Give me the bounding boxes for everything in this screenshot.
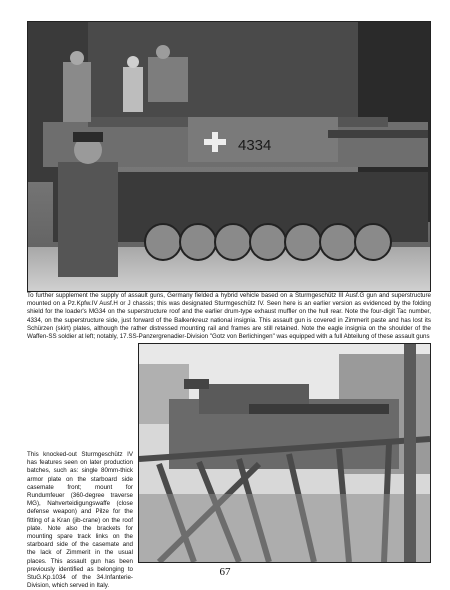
tac-number-marking: 4334 [238, 137, 272, 154]
caption-top: To further supplement the supply of assault guns, Germany fielded a hybrid vehicle based on a Sturmgeschütz III Ausf.G gun and superstructure mounted on a Pz.Kpfw.IV Ausf.H or J chassis; this was designated Sturmgeschütz IV. Seen here is an earlier version as evidenced by the folding shield for the loader's MG34 on the superstructure roof and the earlier drum-type exhaust muffler on the hull rear. Note the four-digit Tac number, 4334, on the superstructure side, just forward of the Balkenkreuz national insignia. This assault gun is covered in Zimmerit paste and has lost its Schürzen (skirt) plates, although the rather distressed mounting rail and frames are still retained. Note the eagle insignia on the shoulder of the Waffen-SS soldier at left; notably, 17.SS-Panzergrenadier-Division "Gotz von Berlichingen" was equipped with a full Abteilung of these assault guns [27, 292, 431, 341]
photo-bottom-image [139, 344, 430, 562]
photo-knocked-out-stug-iv [138, 343, 431, 563]
photo-top-image [28, 22, 430, 291]
page-number: 67 [219, 566, 231, 578]
caption-left: This knocked-out Sturmgeschütz IV has features seen on later production batches, such as: single 80mm-thick armor plate on the starboard side casemate front; mount for Rundumfeuer (360-degree traverse MG), Nahverteidigungswaffe (close defense weapon) and Pilze for the fitting of a Kran (jib-crane) on the roof plate. Note also the brackets for mounting spare track links on the starboard side of the casemate and the lack of Zimmerit in the usual places. This assault gun has been previously identified as belonging to StuG.Kp.1034 of the 34.Infanterie-Division, which served in Italy. [27, 451, 133, 590]
photo-stug-iv-with-troops [27, 21, 431, 292]
